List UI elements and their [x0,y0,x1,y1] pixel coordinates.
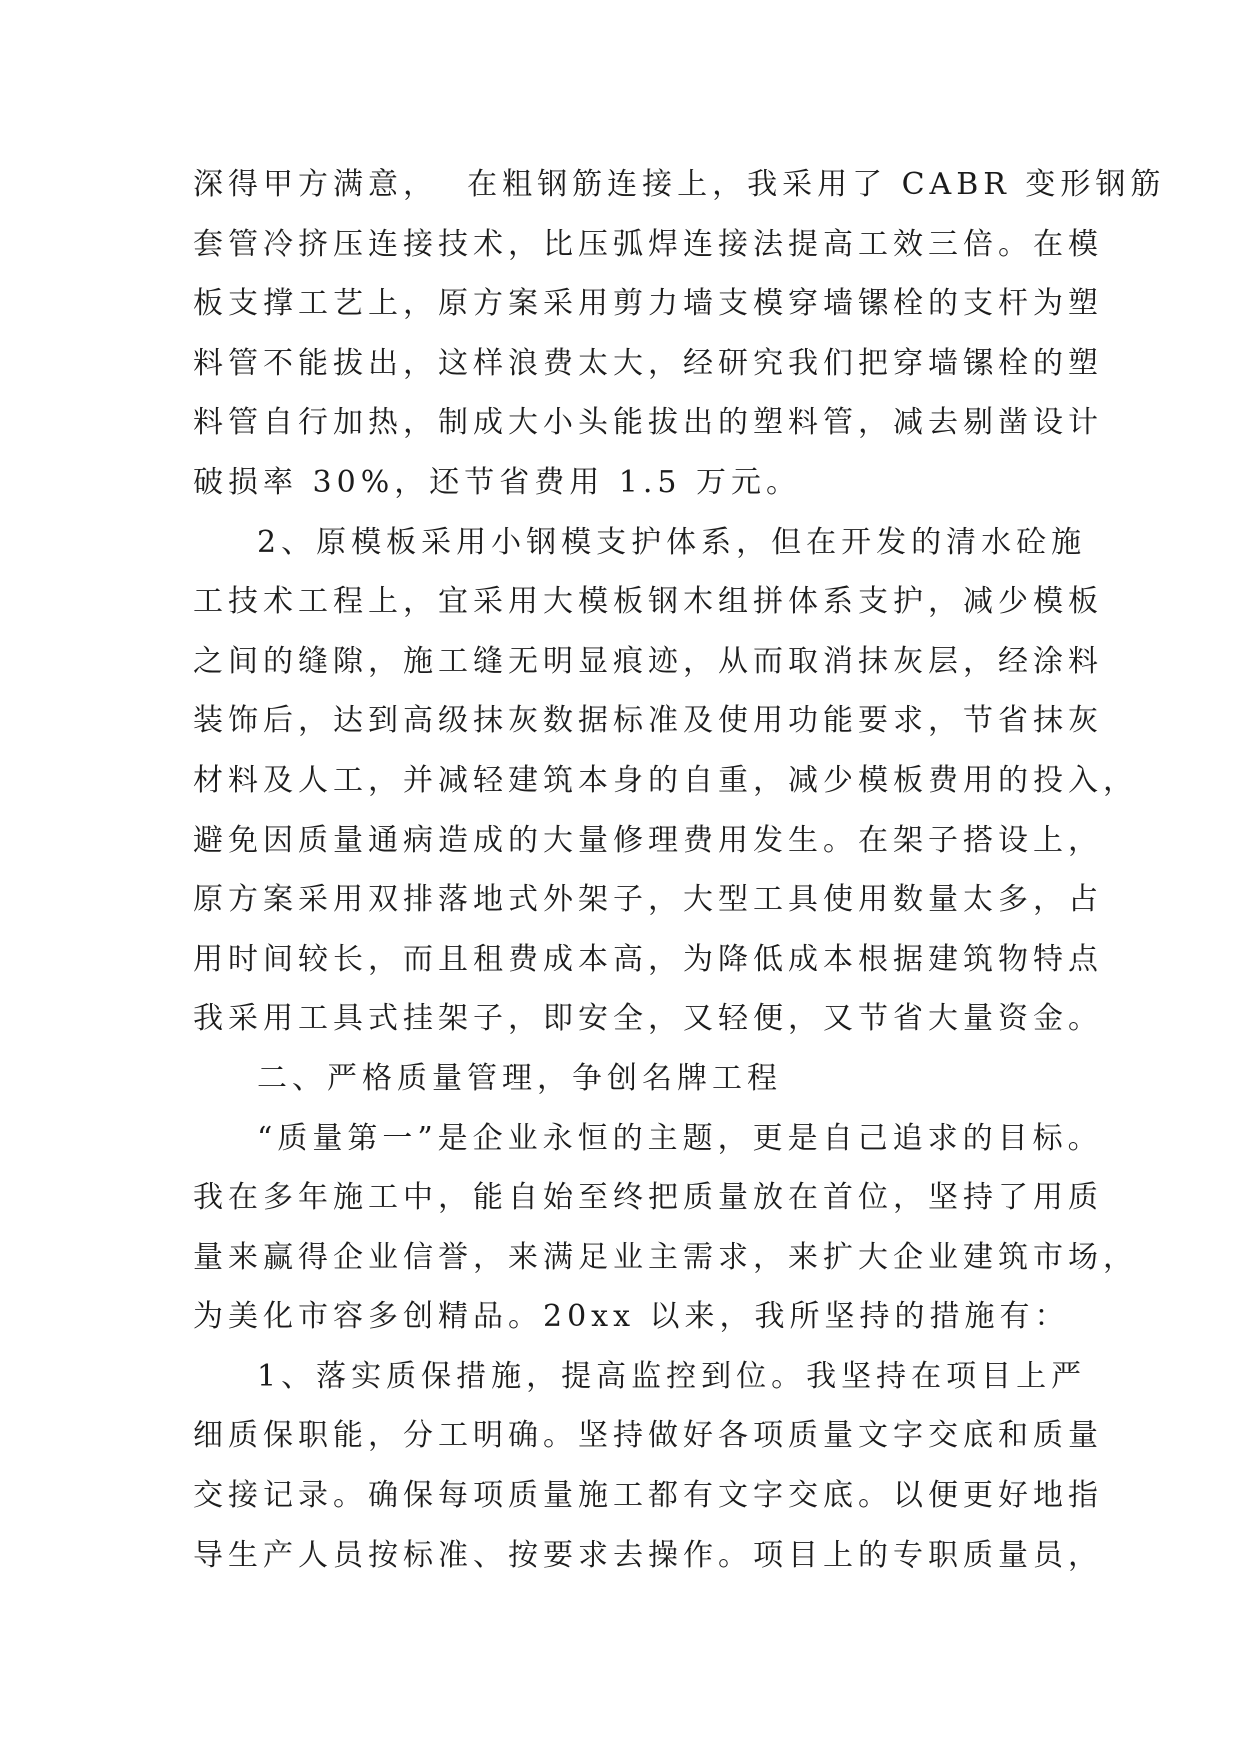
text-line: 用时间较长，而且租费成本高，为降低成本根据建筑物特点 [193,941,1103,977]
body-text [193,155,1166,1585]
text-line: 我采用工具式挂架子，即安全，又轻便，又节省大量资金。 [193,1001,1103,1037]
text-line: 我在多年施工中，能自始至终把质量放在首位，坚持了用质 [193,1180,1103,1216]
text-line: “质量第一”是企业永恒的主题，更是自己追求的目标。 [257,1120,1103,1156]
text-line: 原方案采用双排落地式外架子，大型工具使用数量太多，占 [193,882,1103,918]
text-line: 装饰后，达到高级抹灰数据标准及使用功能要求，节省抹灰 [193,703,1103,739]
text-line: 套管冷挤压连接技术，比压弧焊连接法提高工效三倍。在模 [193,226,1103,262]
text-line: 深得甲方满意， 在粗钢筋连接上，我采用了 CABR 变形钢筋 [193,167,1166,202]
text-line: 料管不能拔出，这样浪费太大，经研究我们把穿墙镙栓的塑 [193,345,1103,381]
text-line: 导生产人员按标准、按要求去操作。项目上的专职质量员， [193,1537,1103,1573]
text-line: 板支撑工艺上，原方案采用剪力墙支模穿墙镙栓的支杆为塑 [193,286,1103,322]
text-line: 交接记录。确保每项质量施工都有文字交底。以便更好地指 [193,1478,1103,1514]
text-line: 破损率 30%，还节省费用 1.5 万元。 [193,464,801,500]
text-line: 1、落实质保措施，提高监控到位。我坚持在项目上严 [257,1358,1087,1394]
text-line: 料管自行加热，制成大小头能拔出的塑料管，减去剔凿设计 [193,405,1103,441]
text-line: 为美化市容多创精品。20xx 以来，我所坚持的措施有： [193,1299,1070,1335]
text-line: 2、原模板采用小钢模支护体系，但在开发的清水砼施 [257,524,1087,560]
text-line: 材料及人工，并减轻建筑本身的自重，减少模板费用的投入， [193,762,1138,798]
text-line: 二、严格质量管理，争创名牌工程 [257,1060,782,1096]
text-line: 避免因质量通病造成的大量修理费用发生。在架子搭设上， [193,822,1103,858]
text-line: 之间的缝隙，施工缝无明显痕迹，从而取消抹灰层，经涂料 [193,643,1103,679]
text-line: 量来赢得企业信誉，来满足业主需求，来扩大企业建筑市场， [193,1239,1138,1275]
text-line: 工技术工程上，宜采用大模板钢木组拼体系支护，减少模板 [193,584,1103,620]
text-line: 细质保职能，分工明确。坚持做好各项质量文字交底和质量 [193,1418,1103,1454]
